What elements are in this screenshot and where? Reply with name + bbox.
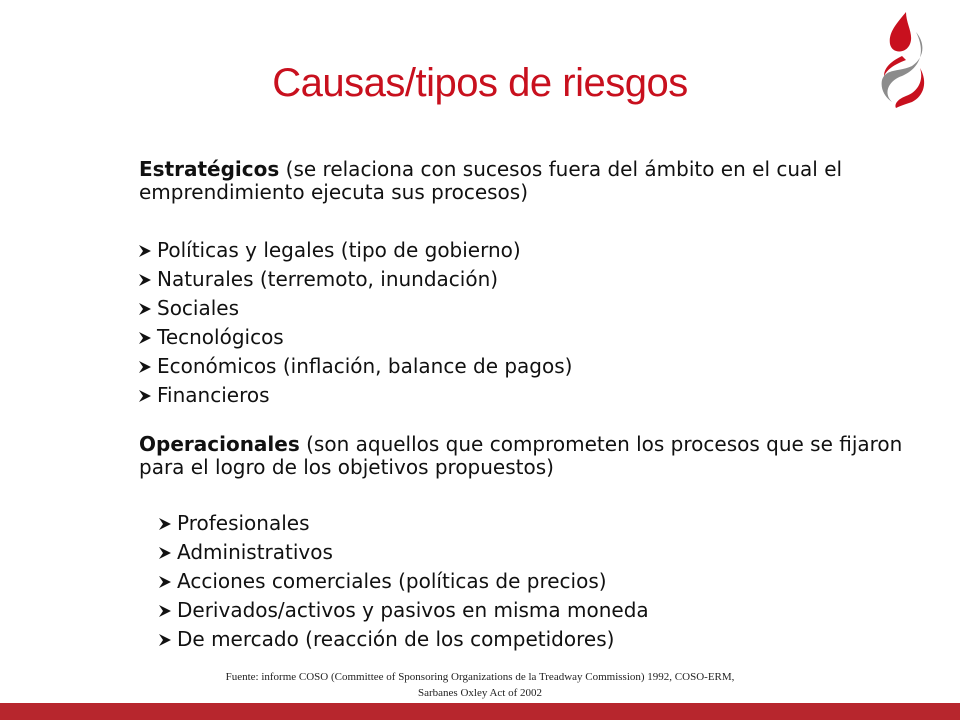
strategic-list — [139, 236, 919, 410]
strategic-description: (se relaciona con sucesos fuera del ámbito en el cual el emprendimiento ejecuta sus procesos) — [139, 157, 843, 204]
arrowhead-bullet-icon — [159, 518, 171, 530]
operational-list — [159, 509, 919, 654]
slide-content — [139, 158, 919, 654]
list-item — [159, 509, 919, 538]
list-item-text: Sociales — [157, 296, 240, 320]
footnote-line-1: Fuente: informe COSO (Committee of Sponsoring Organizations de la Treadway Commission) 1992, COSO-ERM, — [225, 671, 735, 683]
list-item — [139, 323, 919, 352]
strategic-paragraph — [139, 158, 919, 204]
arrowhead-bullet-icon — [139, 361, 151, 373]
list-item — [159, 538, 919, 567]
slide-title: Causas/tipos de riesgos — [272, 61, 688, 105]
list-item-text: De mercado (reacción de los competidores) — [177, 627, 615, 651]
arrowhead-bullet-icon — [139, 390, 151, 402]
list-item — [159, 596, 919, 625]
list-item — [159, 567, 919, 596]
list-item-text: Tecnológicos — [157, 325, 284, 349]
list-item — [139, 265, 919, 294]
footnote-line-2: Sarbanes Oxley Act of 2002 — [417, 687, 543, 699]
list-item — [159, 625, 919, 654]
operational-heading: Operacionales — [139, 432, 300, 456]
list-item — [139, 352, 919, 381]
source-footnote — [120, 669, 840, 701]
list-item — [139, 381, 919, 410]
bottom-accent-bar — [0, 703, 960, 720]
list-item — [139, 236, 919, 265]
list-item-text: Administrativos — [177, 540, 333, 564]
list-item-text: Económicos (inflación, balance de pagos) — [157, 354, 573, 378]
arrowhead-bullet-icon — [159, 634, 171, 646]
list-item-text: Acciones comerciales (políticas de precios) — [177, 569, 607, 593]
list-item — [139, 294, 919, 323]
list-item-text: Profesionales — [177, 511, 310, 535]
list-item-text: Naturales (terremoto, inundación) — [157, 267, 499, 291]
arrowhead-bullet-icon — [159, 605, 171, 617]
list-item-text: Financieros — [157, 383, 270, 407]
arrowhead-bullet-icon — [139, 245, 151, 257]
operational-paragraph — [139, 433, 919, 479]
arrowhead-bullet-icon — [159, 547, 171, 559]
arrowhead-bullet-icon — [139, 332, 151, 344]
strategic-heading: Estratégicos — [139, 157, 280, 181]
arrowhead-bullet-icon — [139, 303, 151, 315]
arrowhead-bullet-icon — [159, 576, 171, 588]
operational-description: (son aquellos que comprometen los procesos que se fijaron para el logro de los objetivos propuestos) — [139, 432, 903, 479]
list-item-text: Políticas y legales (tipo de gobierno) — [157, 238, 521, 262]
arrowhead-bullet-icon — [139, 274, 151, 286]
list-item-text: Derivados/activos y pasivos en misma moneda — [177, 598, 649, 622]
